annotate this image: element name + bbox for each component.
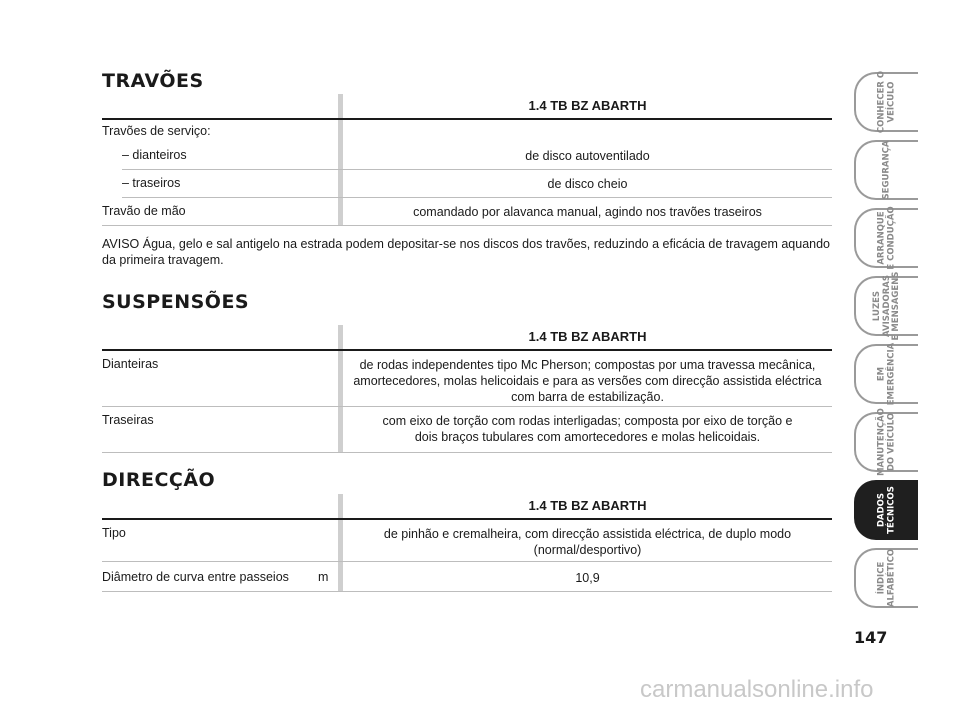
row-value: de pinhão e cremalheira, com direcção assistida eléctrica, de duplo modo (normal/desportivo) xyxy=(383,527,792,557)
tab-seguranca[interactable]: SEGURANÇA xyxy=(854,140,918,200)
table-row xyxy=(102,413,832,453)
row-value: de rodas independentes tipo Mc Pherson; compostas por uma travessa mecânica, amortecedores, molas helicoidais e para as versões com direcção assistida eléctrica com barra de estabilização. xyxy=(353,358,822,404)
table-row xyxy=(102,204,832,226)
table-row xyxy=(102,176,832,198)
table-row xyxy=(102,148,832,170)
tab-arranque-e-conducao[interactable]: ARRANQUE E CONDUÇÃO xyxy=(854,208,918,268)
brakes-title: TRAVÕES xyxy=(102,70,204,92)
suspension-title: SUSPENSÕES xyxy=(102,291,250,313)
steering-table xyxy=(102,494,832,592)
row-label: – dianteiros xyxy=(122,148,187,162)
row-label: Diâmetro de curva entre passeios xyxy=(102,570,289,584)
row-label: Travões de serviço: xyxy=(102,124,211,138)
row-label: Travão de mão xyxy=(102,204,186,218)
tab-dados-tecnicos[interactable]: DADOS TÉCNICOS xyxy=(854,480,918,540)
tab-luzes-avisadoras[interactable]: LUZES AVISADORAS E MENSAGENS xyxy=(854,276,918,336)
row-value: 10,9 xyxy=(575,571,600,585)
steering-header-model: 1.4 TB BZ ABARTH xyxy=(528,498,647,513)
steering-title: DIRECÇÃO xyxy=(102,469,216,491)
brakes-header-model: 1.4 TB BZ ABARTH xyxy=(528,98,647,113)
page-number: 147 xyxy=(854,628,888,647)
brakes-warning-note: AVISO Água, gelo e sal antigelo na estrada podem depositar-se nos discos dos travões, reduzindo a eficácia de travagem aquando da primeira travagem. xyxy=(102,237,830,267)
tab-conhecer-o-veiculo[interactable]: CONHECER O VEÍCULO xyxy=(854,72,918,132)
table-row xyxy=(102,357,832,407)
row-value: de disco cheio xyxy=(547,177,628,191)
suspension-table xyxy=(102,325,832,453)
suspension-header-model: 1.4 TB BZ ABARTH xyxy=(528,329,647,344)
tab-indice-alfabetico[interactable]: ÍNDICE ALFABÉTICO xyxy=(854,548,918,608)
row-label: Tipo xyxy=(102,526,126,540)
tab-em-emergencia[interactable]: EM EMERGÊNCIA xyxy=(854,344,918,404)
table-row xyxy=(102,124,832,144)
suspension-table-header xyxy=(102,325,832,351)
table-row xyxy=(102,526,832,562)
brakes-table xyxy=(102,94,832,226)
row-label: – traseiros xyxy=(122,176,181,190)
row-label: Traseiras xyxy=(102,413,154,427)
row-value: de disco autoventilado xyxy=(525,149,650,163)
row-label: Dianteiras xyxy=(102,357,159,371)
tab-manutencao-do-veiculo[interactable]: MANUTENÇÃO DO VEÍCULO xyxy=(854,412,918,472)
row-value: comandado por alavanca manual, agindo nos travões traseiros xyxy=(413,205,762,219)
row-unit: m xyxy=(318,570,329,584)
brakes-table-header xyxy=(102,94,832,120)
steering-table-header xyxy=(102,494,832,520)
table-row xyxy=(102,570,832,592)
row-value: com eixo de torção com rodas interligadas; composta por eixo de torção e dois braços tubulares com amortecedores e molas helicoidais. xyxy=(382,414,793,444)
watermark-text: carmanualsonline.info xyxy=(640,676,874,703)
